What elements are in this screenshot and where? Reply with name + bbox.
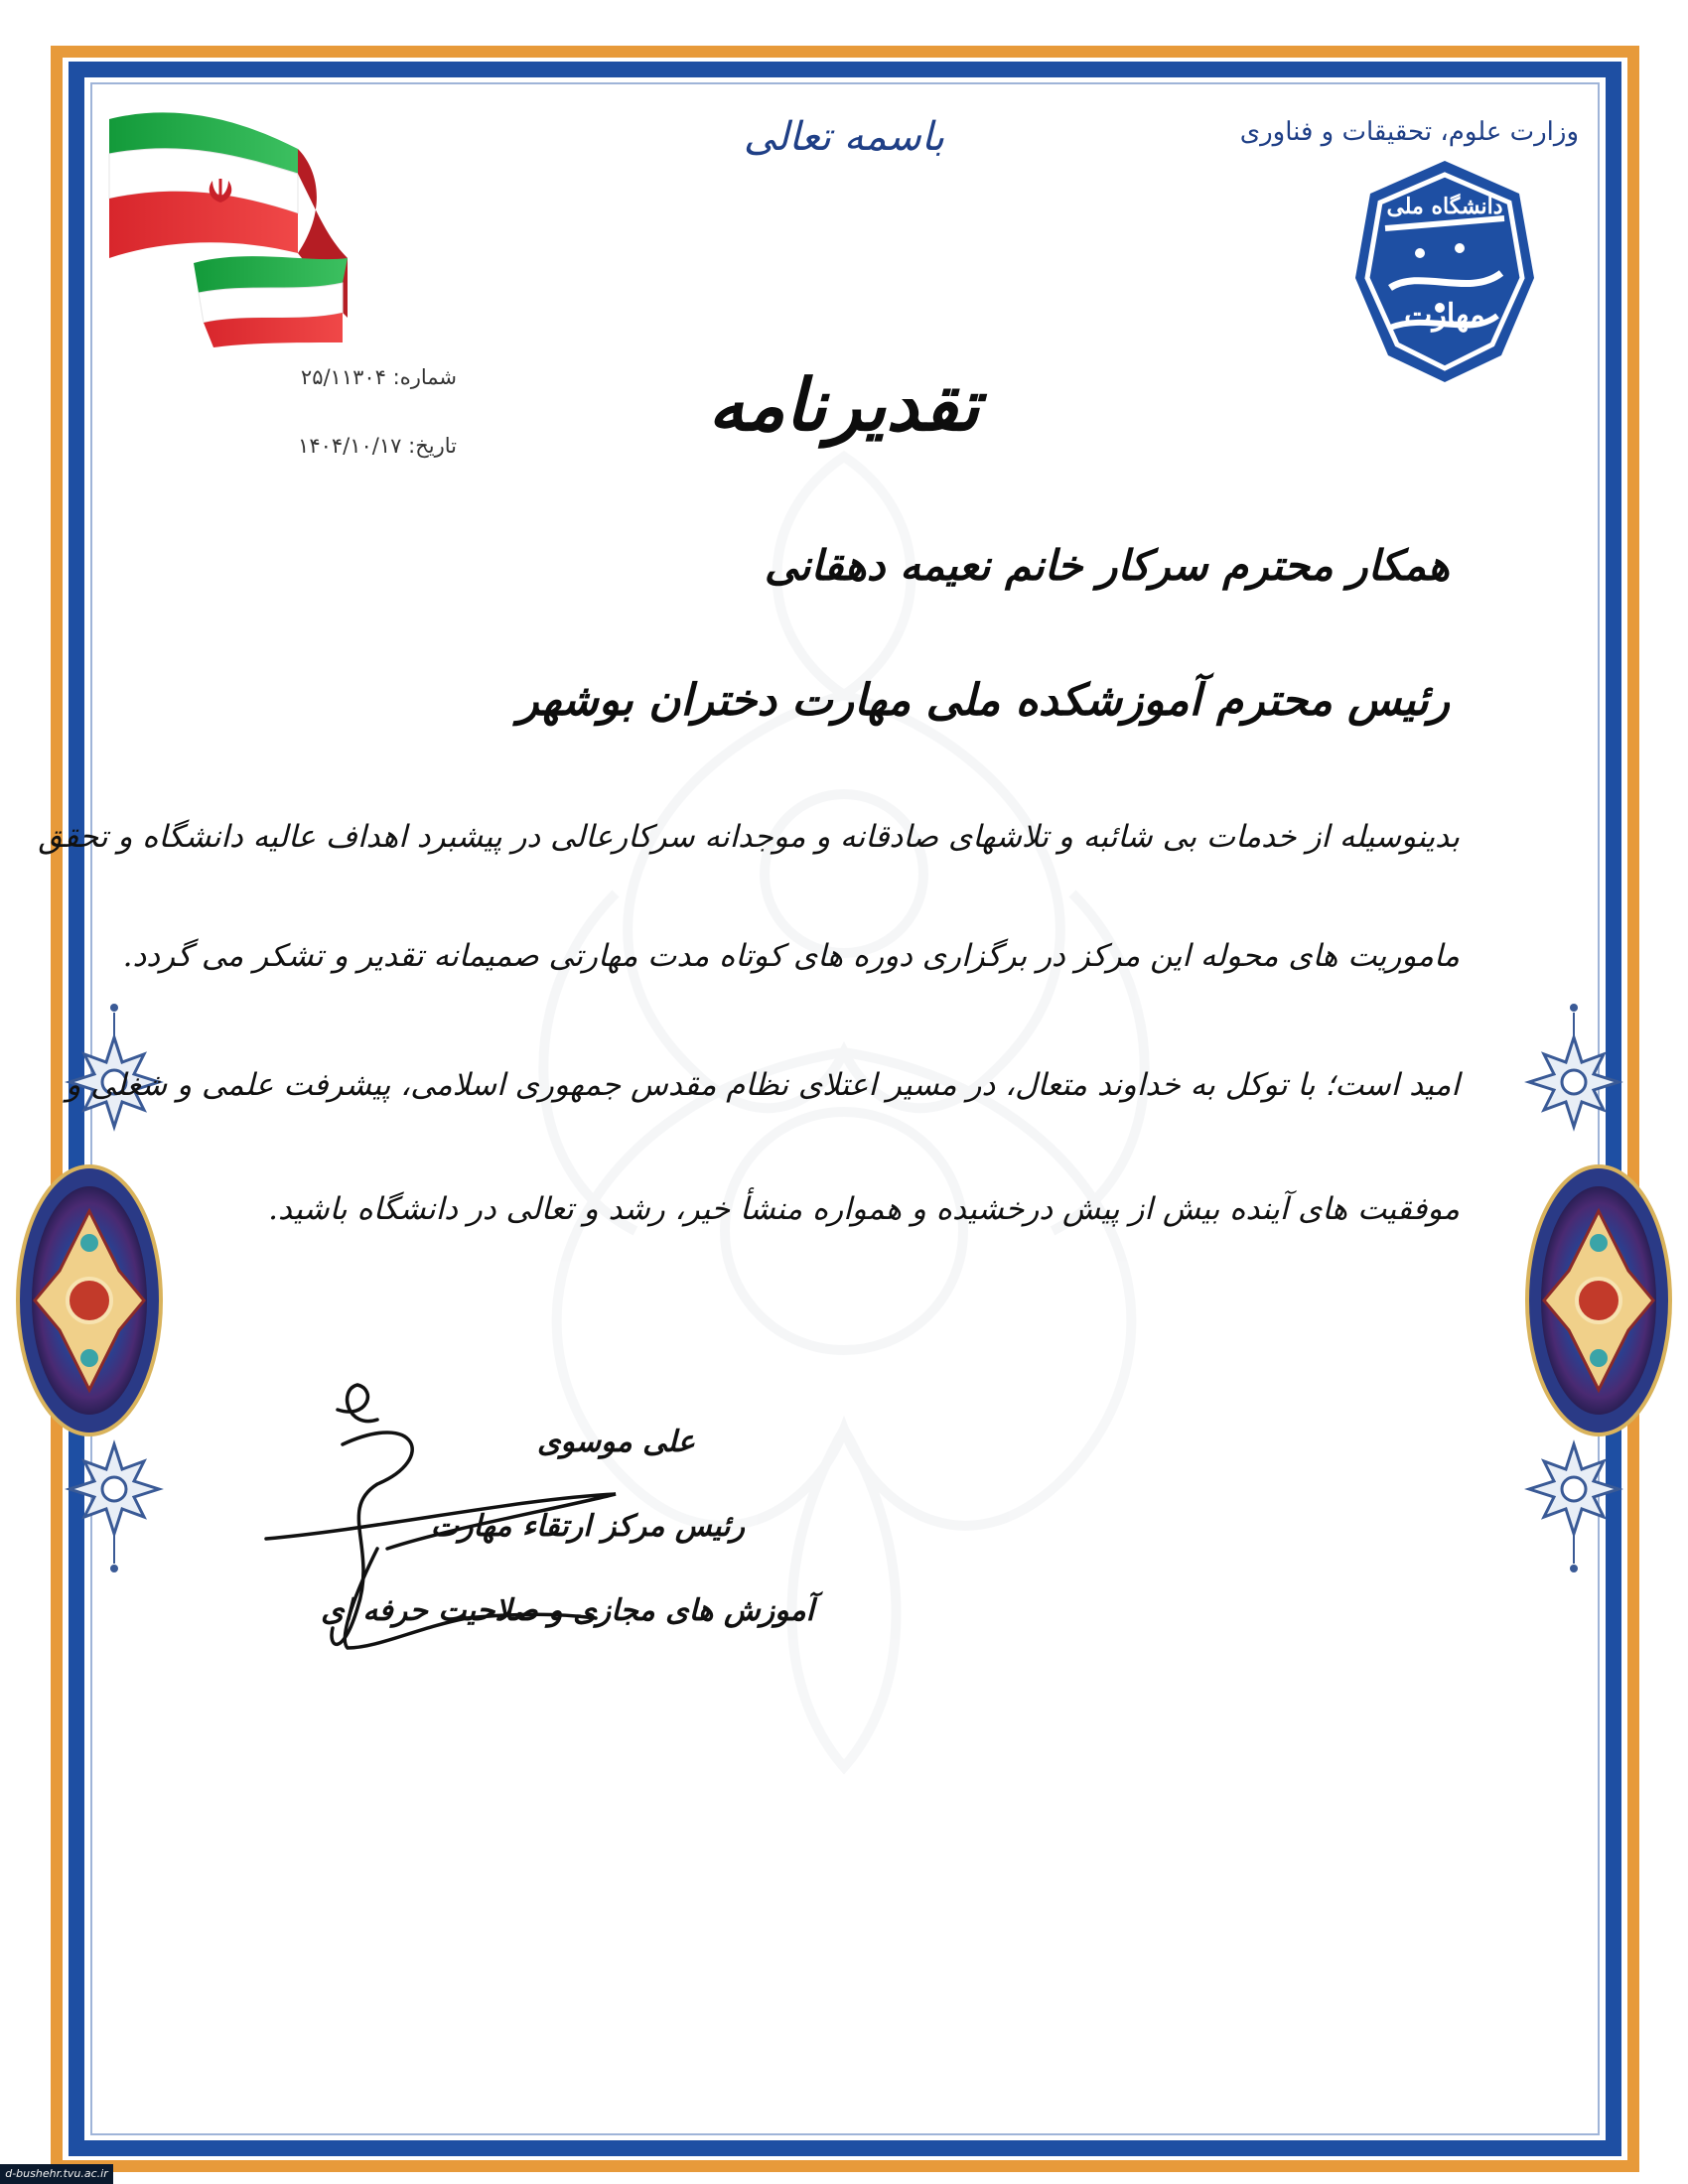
signer-position-line-1: رئیس مرکز ارتقاء مهارت xyxy=(430,1509,745,1544)
body-paragraph-2-line-1: امید است؛ با توکل به خداوند متعال، در مسیر اعتلای نظام مقدس جمهوری اسلامی، پیشرفت علمی و شغلی و xyxy=(66,1067,1460,1103)
site-url-tag: d-bushehr.tvu.ac.ir xyxy=(0,2164,113,2184)
date-label: تاریخ: xyxy=(408,434,457,458)
letter-number xyxy=(228,365,457,389)
body-paragraph-1-line-1: بدینوسیله از خدمات بی شائبه و تلاشهای صادقانه و موجدانه سرکارعالی در پیشبرد اهداف عالیه دانشگاه و تحقق xyxy=(38,819,1460,855)
signer-position-line-2: آموزش های مجازی و صلاحیت حرفه ای xyxy=(321,1593,814,1628)
logo-text-top: دانشگاه ملی xyxy=(1386,194,1503,219)
logo-text-bottom: مهارت xyxy=(1404,298,1485,333)
recipient-line-2: رئیس محترم آموزشکده ملی مهارت دختران بوشهر xyxy=(517,675,1450,726)
flag-icon xyxy=(109,112,348,347)
signer-name: علی موسوی xyxy=(537,1425,695,1459)
ministry-name: وزارت علوم، تحقیقات و فناوری xyxy=(1239,117,1579,147)
invocation-text: باسمه تعالی xyxy=(743,114,945,160)
date-value: ۱۴۰۴/۱۰/۱۷ xyxy=(298,434,402,458)
letter-date xyxy=(228,434,457,458)
watermark-arabesque xyxy=(543,457,1144,1767)
recipient-line-1: همکار محترم سرکار خانم نعیمه دهقانی xyxy=(764,541,1450,590)
ornament-right xyxy=(1527,1004,1670,1572)
number-label: شماره: xyxy=(392,365,457,389)
number-value: ۲۵/۱۱۳۰۴ xyxy=(300,365,386,389)
certificate-title: تقدیرنامه xyxy=(708,362,980,447)
body-paragraph-2-line-2: موفقیت های آینده بیش از پیش درخشیده و همواره منشأ خیر، رشد و تعالی در دانشگاه باشید. xyxy=(268,1191,1460,1227)
body-paragraph-1-line-2: ماموریت های محوله این مرکز در برگزاری دوره های کوتاه مدت مهارتی صمیمانه تقدیر و تشکر می گردد. xyxy=(122,938,1460,974)
